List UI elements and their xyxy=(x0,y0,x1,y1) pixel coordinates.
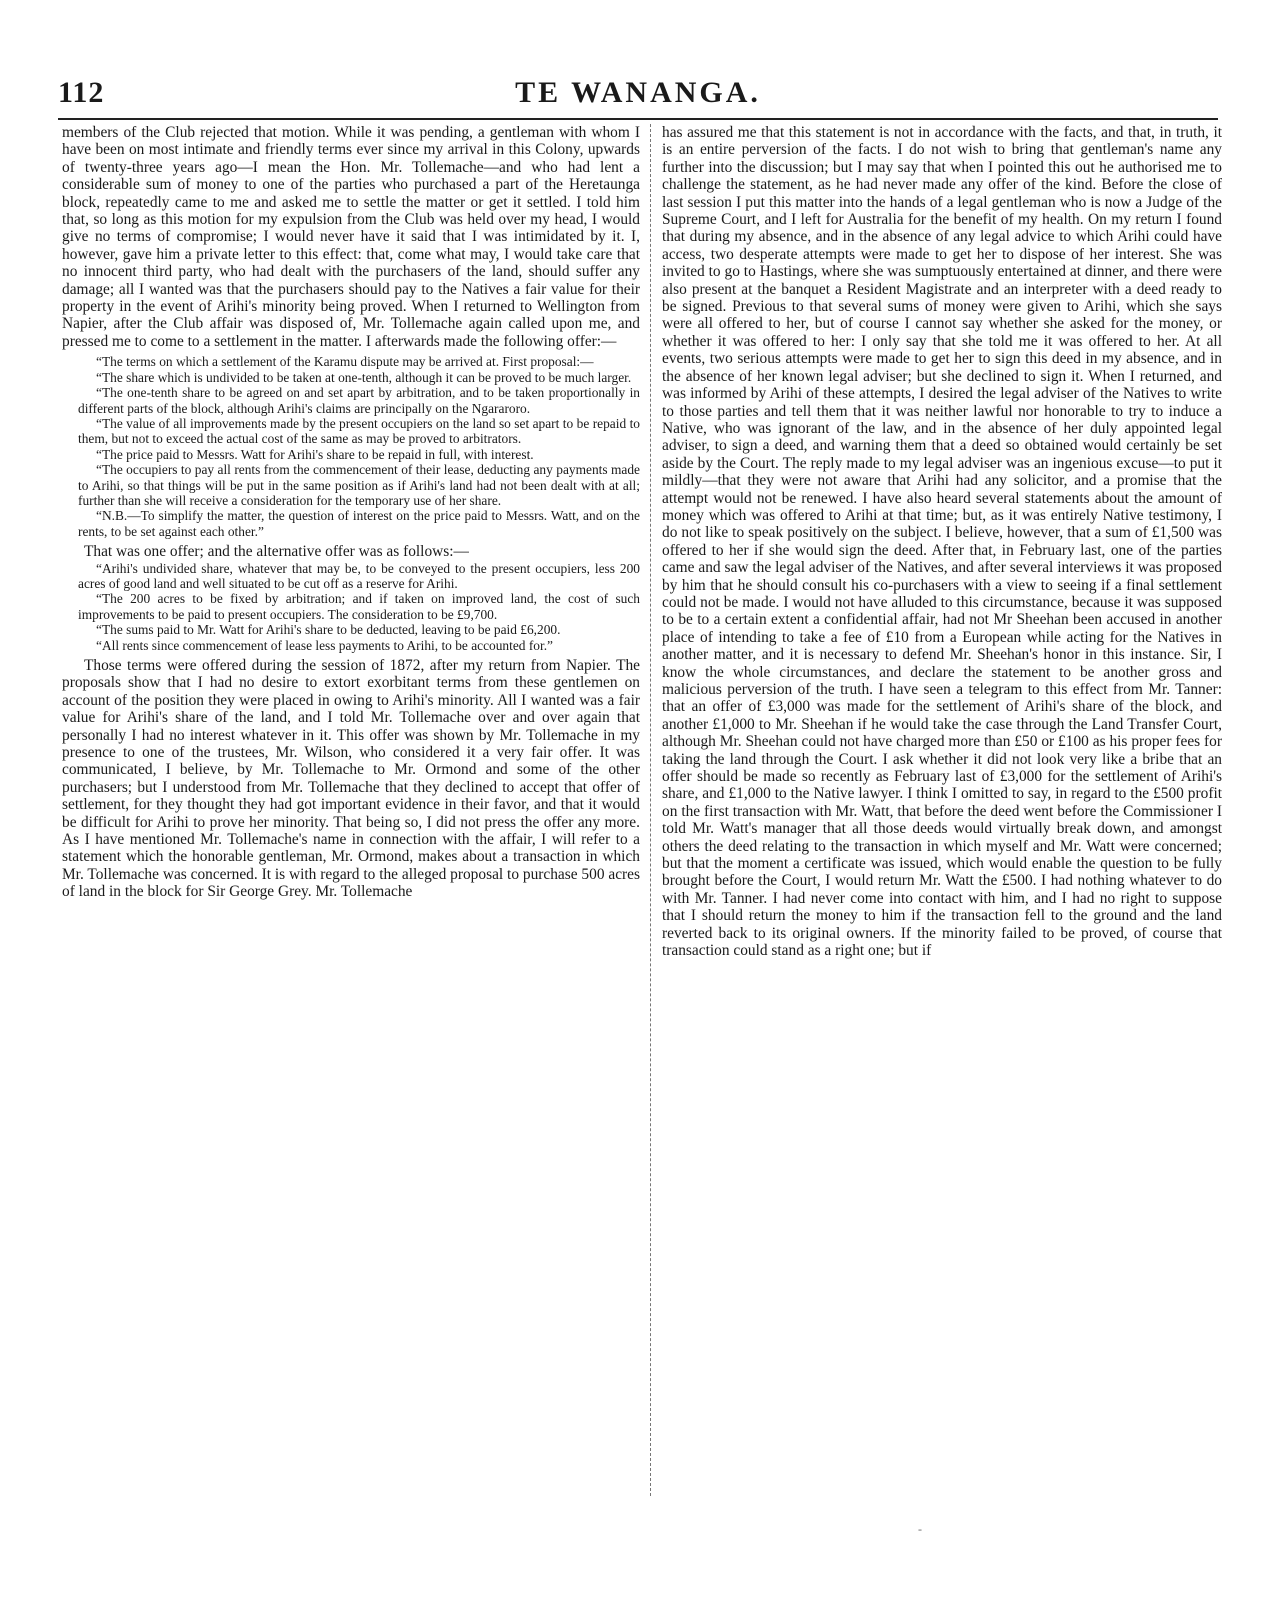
quoted-proposal: “The value of all improvements made by the present occupiers on the land so set apart to be repaid to them, but not to exceed the actual cost of the same as may be proved to arbitrators. xyxy=(78,415,640,447)
quoted-proposal: “The terms on which a settlement of the Karamu dispute may be arrived at. First proposal:— xyxy=(96,354,594,370)
paragraph: members of the Club rejected that motion. While it was pending, a gentleman with whom I have been on most intimate and friendly terms ever since my arrival in this Colony, upwards of twenty-three years ago—I mean the Hon. Mr. Tollemache—and who had lent a considerable sum of money to one of the parties who purchased a part of the Heretaunga block, repeatedly came to me and asked me to settle the matter or get it settled. I told him that, so long as this motion for my expulsion from the Club was held over my head, I would give no terms of compromise; I would never have it said that I was intimidated by it. I, however, gave him a private letter to this effect: that, come what may, I would take care that no innocent third party, who had dealt with the purchasers of the land, should suffer any damage; all I wanted was that the purchasers should pay to the Natives a fair value for their property in the event of Arihi's minority being proved. When I returned to Wellington from Napier, after the Club affair was disposed of, Mr. Tollemache again called upon me, and pressed me to come to a settlement in the matter. I afterwards made the following offer:— xyxy=(62,124,640,350)
page-header xyxy=(58,76,1218,116)
right-column xyxy=(662,124,1222,1504)
quoted-proposal: “The 200 acres to be fixed by arbitration; and if taken on improved land, the cost of such improvements to be paid to present occupiers. The consideration to be £9,700. xyxy=(78,591,640,622)
page-number: 112 xyxy=(58,76,105,109)
quoted-proposal: “The sums paid to Mr. Watt for Arihi's share to be deducted, leaving to be paid £6,200. xyxy=(96,622,561,638)
column-divider xyxy=(650,124,651,1496)
quoted-proposal: “The occupiers to pay all rents from the commencement of their lease, deducting any payments made to Arihi, so that things will be put in the same position as if Arihi's land had not been dealt with at all; further than she will receive a consideration for the temporary use of her share. xyxy=(78,462,640,508)
page-mark: - xyxy=(918,1522,922,1536)
paragraph: That was one offer; and the alternative offer was as follows:— xyxy=(84,543,469,561)
left-column xyxy=(62,124,640,1504)
quoted-proposal: “Arihi's undivided share, whatever that may be, to be conveyed to the present occupiers, less 200 acres of good land and well situated to be cut off as a reserve for Arihi. xyxy=(78,560,640,591)
quoted-proposal: “All rents since commencement of lease less payments to Arihi, to be accounted for.” xyxy=(96,637,553,653)
header-rule xyxy=(58,118,1218,120)
paragraph: Those terms were offered during the session of 1872, after my return from Napier. The proposals show that I had no desire to extort exorbitant terms from these gentlemen on account of the position they were placed in owing to Arihi's minority. All I wanted was a fair value for Arihi's share of the land, and I told Mr. Tollemache over and over again that personally I had no interest whatever in it. This offer was shown by Mr. Tollemache in my presence to one of the trustees, Mr. Wilson, who considered it a very fair offer. It was communicated, I believe, by Mr. Tollemache to Mr. Ormond and some of the other purchasers; but I understood from Mr. Tollemache that they declined to accept that offer of settlement, for they thought they had got important evidence in their favor, and that it would be difficult for Arihi to prove her minority. That being so, I did not press the offer any more. As I have mentioned Mr. Tollemache's name in connection with the affair, I will refer to a statement which the honorable gentleman, Mr. Ormond, makes about a transaction in which Mr. Tollemache was concerned. It is with regard to the alleged proposal to purchase 500 acres of land in the block for Sir George Grey. Mr. Tollemache xyxy=(62,657,640,901)
quoted-proposal: “The share which is undivided to be taken at one-tenth, although it can be proved to be much larger. xyxy=(96,369,632,385)
quoted-proposal: “The price paid to Messrs. Watt for Arihi's share to be repaid in full, with interest. xyxy=(96,446,534,462)
quoted-proposal: “N.B.—To simplify the matter, the question of interest on the price paid to Messrs. Watt, and on the rents, to be set against each other.” xyxy=(78,508,640,539)
paragraph: has assured me that this statement is not in accordance with the facts, and that, in truth, it is an entire perversion of the facts. I do not wish to bring that gentleman's name any further into the discussion; but I may say that when I pointed this out he authorised me to challenge the statement, as he had never made any offer of the kind. Before the close of last session I put this matter into the hands of a legal gentleman who is now a Judge of the Supreme Court, and I left for Australia for the benefit of my health. On my return I found that during my absence, and in the absence of any legal advice to which Arihi could have access, two desperate attempts were made to get her to dispose of her interest. She was invited to go to Hastings, where she was sumptuously entertained at dinner, and there were also present at the banquet a Resident Magistrate and an interpreter with a deed ready to be signed. Previous to that several sums of money were given to Arihi, which she says were all offered to her, but of course I cannot say whether she asked for the money, or whether it was offered to her: I only say that she told me it was offered to her. At all events, two serious attempts were made to get her to sign this deed in my absence, and in the absence of her known legal adviser; but she declined to sign it. When I returned, and was informed by Arihi of these attempts, I desired the legal adviser of the Natives to write to those parties and tell them that it was neither lawful nor honorable to try to induce a Native, who was ignorant of the law, and in the absence of her duly appointed legal adviser, to sign a deed, and warning them that a deed so obtained would certainly be set aside by the Court. The reply made to my legal adviser was an ingenious excuse—to put it mildly—that they were not aware that Arihi had any solicitor, and a promise that the attempt would not be renewed. I have also heard several statements about the amount of money which was offered to Arihi at that time; but, as it was entirely Native testimony, I do not like to speak positively on the subject. I believe, however, that a sum of £1,500 was offered to her if she would sign the deed. After that, in February last, one of the parties came and saw the legal adviser of the Natives, and after several interviews it was proposed by him that he should consult his co-purchasers with a view to seeing if a final settlement could not be made. I would not have alluded to this circumstance, because it was supposed to be to a certain extent a confidential affair, had not Mr Sheehan been accused in another place of intending to take a fee of £10 from a European while acting for the Natives in another matter, and it is necessary to defend Mr. Sheehan's honor in this instance. Sir, I know the whole circumstances, and declare the statement to be another gross and malicious perversion of the truth. I have seen a telegram to this effect from Mr. Tanner: that an offer of £3,000 was made for the settlement of Arihi's share of the block, and another £1,000 to Mr. Sheehan if he would take the case through the Land Transfer Court, although Mr. Sheehan could not have charged more than £50 or £100 as his proper fees for taking the land through the Court. I ask whether it did not look very like a bribe that an offer should be made so recently as February last of £3,000 for the settlement of Arihi's share, and £1,000 to the Native lawyer. I think I omitted to say, in regard to the £500 profit on the first transaction with Mr. Watt, that before the deed went before the Commissioner I told Mr. Watt's manager that all those deeds would virtually break down, and amongst others the deed relating to the transaction in which myself and Mr. Watt were concerned; but that the moment a certificate was issued, which would enable the question to be fully brought before the Court, I would return Mr. Watt the £500. I had nothing whatever to do with Mr. Tanner. I had never come into contact with him, and I had no right to suppose that I should return the money to him if the transaction fell to the ground and the land reverted back to its original owners. If the minority failed to be proved, of course that transaction could stand as a right one; but if xyxy=(662,124,1222,960)
quoted-proposal: “The one-tenth share to be agreed on and set apart by arbitration, and to be taken proportionally in different parts of the block, although Arihi's claims are principally on the Ngararoro. xyxy=(78,385,640,416)
masthead-title: TE WANANGA. xyxy=(515,76,761,109)
